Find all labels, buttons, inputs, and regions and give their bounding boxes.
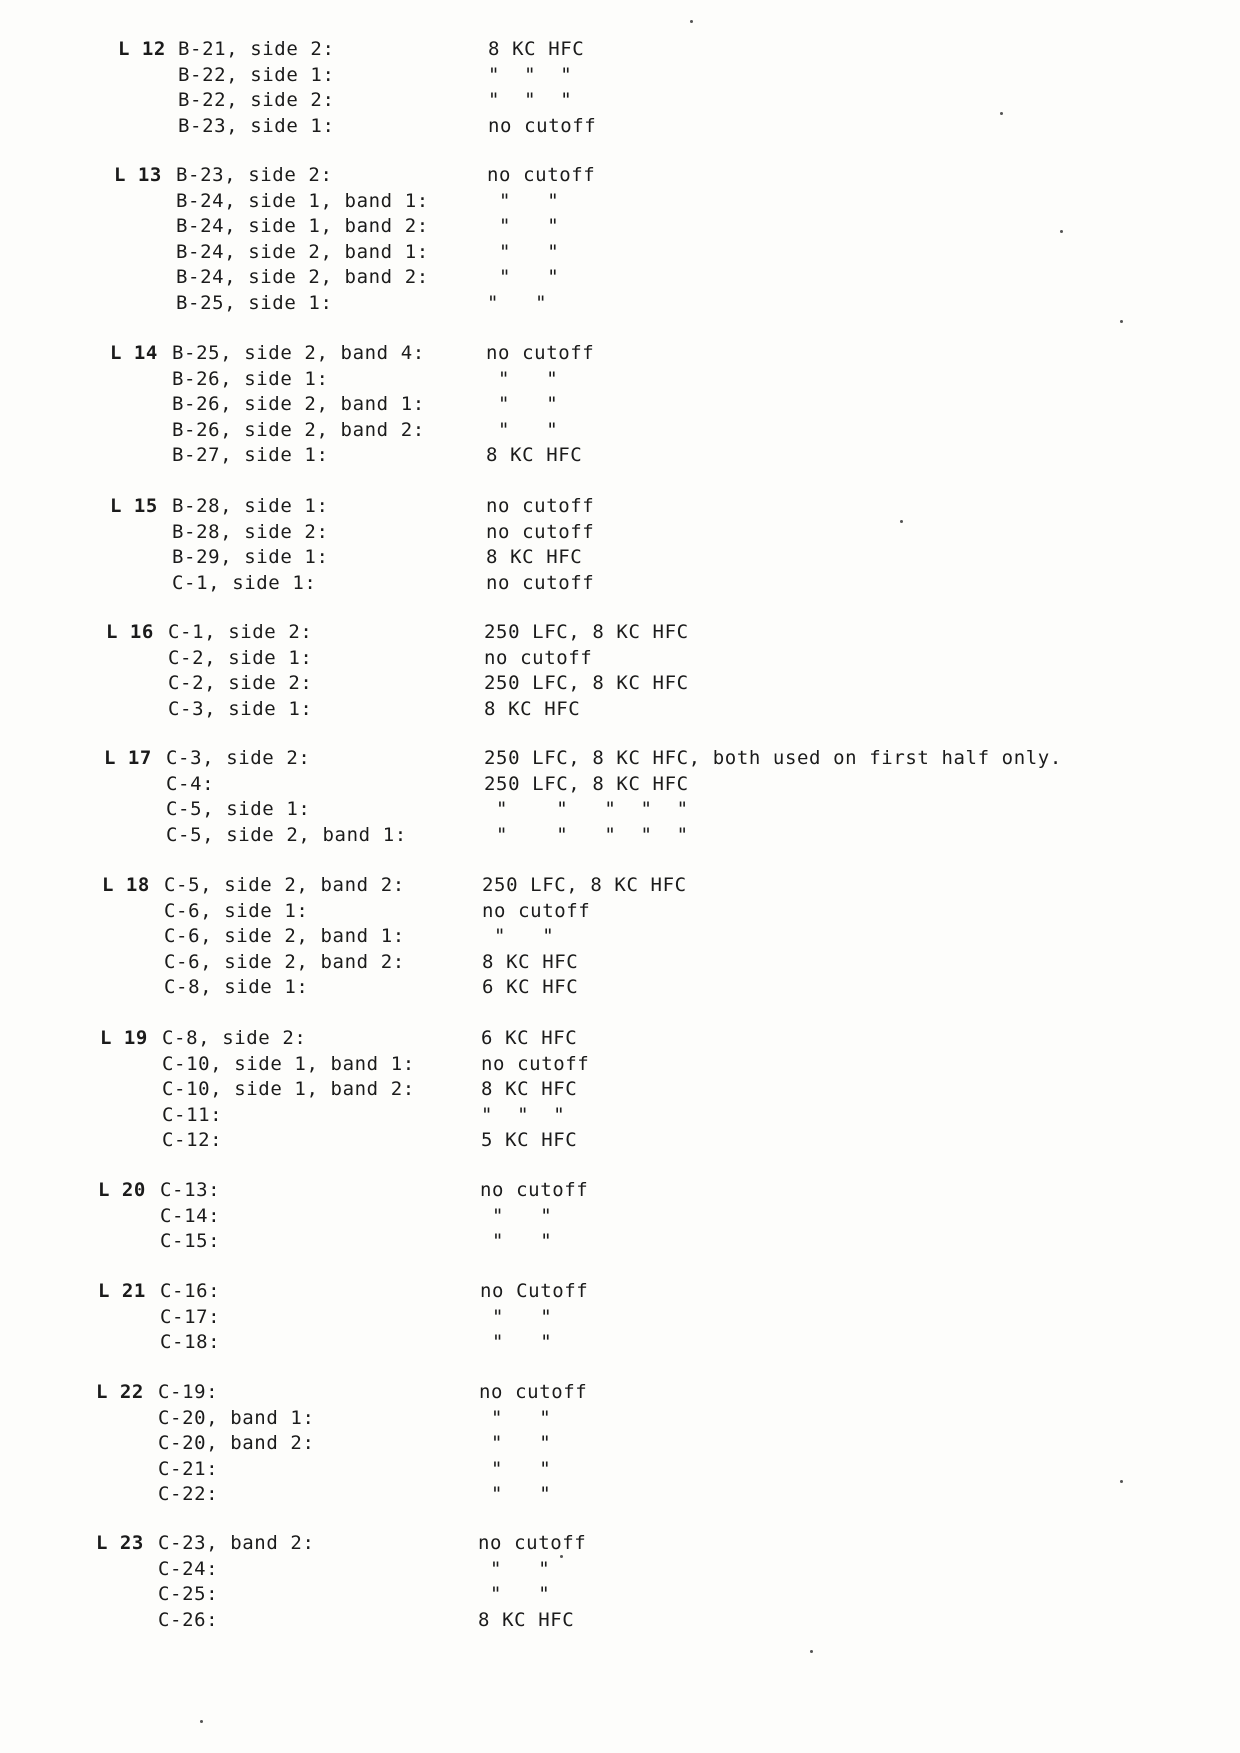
scan-speck	[200, 1720, 203, 1723]
filter-note: " "	[478, 1557, 551, 1580]
record-id: B-25, side 2, band 4:	[172, 342, 425, 364]
group-label: L 23	[96, 1532, 144, 1554]
filter-note: no cutoff	[480, 1179, 589, 1201]
filter-note: 8 KC HFC	[488, 38, 585, 60]
record-id: C-10, side 1, band 2:	[162, 1078, 415, 1100]
record-id: B-24, side 1, band 1:	[176, 189, 429, 212]
record-id: B-24, side 2, band 2:	[176, 266, 429, 288]
record-id: B-24, side 2, band 1:	[176, 240, 429, 263]
filter-note: 8 KC HFC	[486, 444, 583, 466]
record-id: C-3, side 2:	[166, 747, 311, 769]
filter-note: 8 KC HFC	[484, 697, 581, 720]
record-id: C-10, side 1, band 1:	[162, 1052, 415, 1075]
record-id: B-25, side 1:	[176, 291, 333, 314]
record-id: C-20, band 1:	[158, 1406, 315, 1429]
filter-note: " "	[487, 189, 560, 212]
record-id: C-3, side 1:	[168, 697, 313, 720]
filter-note: " "	[479, 1406, 552, 1429]
record-id: B-22, side 1:	[178, 63, 335, 86]
record-id: B-27, side 1:	[172, 444, 329, 466]
filter-note: no cutoff	[486, 571, 595, 594]
filter-note: " "	[487, 266, 560, 288]
filter-note: 8 KC HFC	[478, 1608, 575, 1631]
filter-note: no cutoff	[479, 1381, 588, 1403]
record-id: B-22, side 2:	[178, 89, 335, 111]
record-id: C-4:	[166, 772, 215, 795]
record-id: C-14:	[160, 1204, 221, 1227]
filter-note: " "	[482, 925, 555, 947]
scan-speck	[900, 520, 903, 523]
record-id: C-16:	[160, 1280, 221, 1302]
group-label: L 15	[110, 495, 158, 517]
filter-note: 8 KC HFC	[486, 546, 583, 568]
filter-note: " "	[486, 367, 559, 390]
filter-note: " " "	[488, 89, 573, 111]
scan-speck	[560, 1555, 563, 1558]
filter-note: " " "	[488, 63, 573, 86]
filter-note: no cutoff	[481, 1052, 590, 1075]
filter-note: 250 LFC, 8 KC HFC	[484, 672, 689, 694]
record-id: B-26, side 1:	[172, 367, 329, 390]
record-id: C-20, band 2:	[158, 1432, 315, 1454]
filter-note: no cutoff	[486, 342, 595, 364]
filter-note: no cutoff	[484, 646, 593, 669]
scan-speck	[1120, 320, 1123, 323]
record-id: C-26:	[158, 1608, 219, 1631]
filter-note: " " " " "	[484, 798, 689, 820]
record-id: C-6, side 2, band 2:	[164, 950, 405, 973]
record-id: C-5, side 2, band 2:	[164, 874, 405, 896]
filter-note: 8 KC HFC	[482, 950, 579, 973]
record-id: C-15:	[160, 1230, 221, 1252]
record-id: C-1, side 1:	[172, 571, 317, 594]
filter-note: " "	[479, 1457, 552, 1480]
record-id: B-29, side 1:	[172, 546, 329, 568]
record-id: C-13:	[160, 1179, 221, 1201]
record-id: C-22:	[158, 1483, 219, 1505]
record-id: B-21, side 2:	[178, 38, 335, 60]
record-id: B-23, side 1:	[178, 114, 335, 137]
filter-note: no cutoff	[487, 164, 596, 186]
scan-speck	[810, 1650, 813, 1653]
filter-note: no cutoff	[478, 1532, 587, 1554]
filter-note: " "	[486, 393, 559, 415]
record-id: C-12:	[162, 1129, 223, 1151]
filter-note: " "	[480, 1204, 553, 1227]
group-label: L 22	[96, 1381, 144, 1403]
filter-note: " "	[480, 1230, 553, 1252]
group-label: L 20	[98, 1179, 146, 1201]
record-id: B-26, side 2, band 2:	[172, 418, 425, 441]
filter-note: no Cutoff	[480, 1280, 589, 1302]
record-id: B-28, side 2:	[172, 520, 329, 543]
record-id: C-23, band 2:	[158, 1532, 315, 1554]
group-label: L 14	[110, 342, 158, 364]
filter-note: " "	[480, 1331, 553, 1353]
filter-note: 250 LFC, 8 KC HFC	[484, 772, 689, 795]
record-id: C-17:	[160, 1305, 221, 1328]
filter-note: 6 KC HFC	[482, 976, 579, 998]
filter-note: " "	[487, 240, 560, 263]
filter-note: " " "	[481, 1103, 566, 1126]
record-id: B-24, side 1, band 2:	[176, 215, 429, 237]
scan-speck	[1000, 112, 1003, 115]
filter-note: " "	[480, 1305, 553, 1328]
group-label: L 13	[114, 164, 162, 186]
filter-note: 250 LFC, 8 KC HFC	[484, 621, 689, 643]
scan-speck	[1120, 1480, 1123, 1483]
record-id: B-26, side 2, band 1:	[172, 393, 425, 415]
filter-note: 5 KC HFC	[481, 1129, 578, 1151]
record-id: C-18:	[160, 1331, 221, 1353]
group-label: L 19	[100, 1027, 148, 1049]
record-id: B-28, side 1:	[172, 495, 329, 517]
filter-note: " "	[487, 291, 548, 314]
filter-note: " "	[487, 215, 560, 237]
record-id: C-5, side 1:	[166, 798, 311, 820]
group-label: L 16	[106, 621, 154, 643]
record-id: C-8, side 2:	[162, 1027, 307, 1049]
record-id: C-8, side 1:	[164, 976, 309, 998]
record-id: B-23, side 2:	[176, 164, 333, 186]
group-label: L 12	[118, 38, 166, 60]
record-id: C-21:	[158, 1457, 219, 1480]
filter-note: " " " " "	[484, 823, 689, 846]
record-id: C-2, side 1:	[168, 646, 313, 669]
filter-note: no cutoff	[486, 520, 595, 543]
scan-speck	[690, 20, 693, 23]
scan-speck	[1060, 230, 1063, 233]
filter-note: 8 KC HFC	[481, 1078, 578, 1100]
filter-note: no cutoff	[488, 114, 597, 137]
group-label: L 21	[98, 1280, 146, 1302]
filter-note: " "	[479, 1432, 552, 1454]
group-label: L 18	[102, 874, 150, 896]
filter-note: 250 LFC, 8 KC HFC	[482, 874, 687, 896]
filter-note: 6 KC HFC	[481, 1027, 578, 1049]
filter-note: " "	[479, 1483, 552, 1505]
filter-note: no cutoff	[486, 495, 595, 517]
filter-note: " "	[486, 418, 559, 441]
filter-note: no cutoff	[482, 899, 591, 922]
record-id: C-24:	[158, 1557, 219, 1580]
record-id: C-5, side 2, band 1:	[166, 823, 407, 846]
filter-note: " "	[478, 1583, 551, 1605]
record-id: C-2, side 2:	[168, 672, 313, 694]
filter-note: 250 LFC, 8 KC HFC, both used on first half only.	[484, 747, 1062, 769]
record-id: C-11:	[162, 1103, 223, 1126]
group-label: L 17	[104, 747, 152, 769]
record-id: C-1, side 2:	[168, 621, 313, 643]
record-id: C-25:	[158, 1583, 219, 1605]
record-id: C-6, side 1:	[164, 899, 309, 922]
record-id: C-6, side 2, band 1:	[164, 925, 405, 947]
record-id: C-19:	[158, 1381, 219, 1403]
